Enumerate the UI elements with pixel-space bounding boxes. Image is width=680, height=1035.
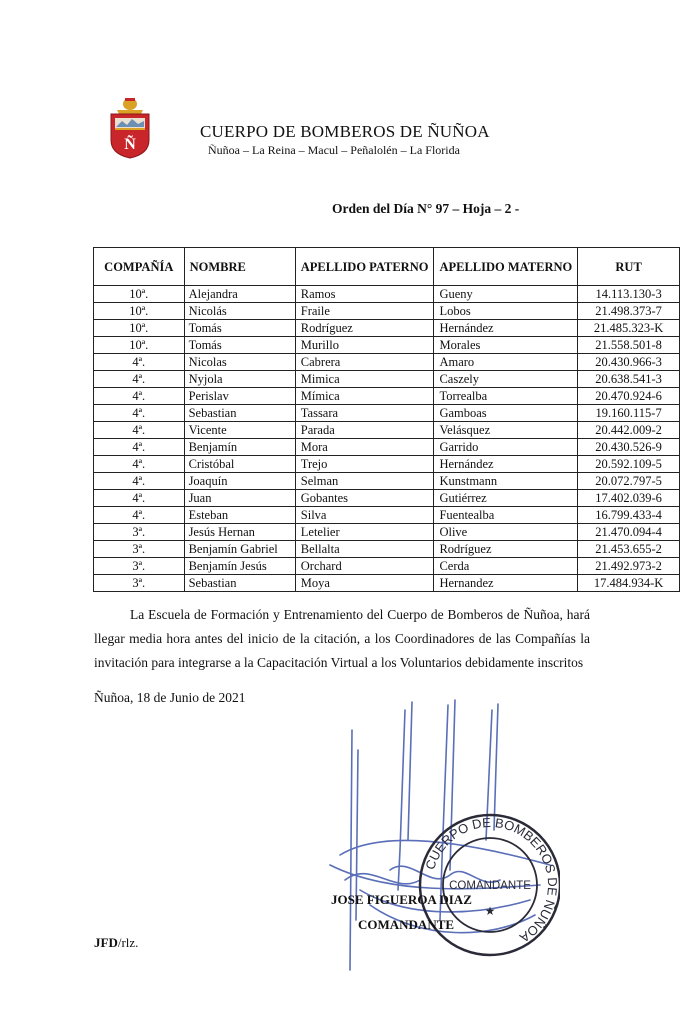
cell-apellido-materno: Caszely: [434, 371, 578, 388]
cell-apellido-paterno: Rodríguez: [295, 320, 434, 337]
table-row: [94, 422, 680, 439]
cell-apellido-paterno: Parada: [295, 422, 434, 439]
table-row: [94, 405, 680, 422]
cell-compania: 10ª.: [94, 337, 185, 354]
cell-apellido-materno: Gutiérrez: [434, 490, 578, 507]
cell-rut: 21.498.373-7: [578, 303, 680, 320]
cell-compania: 4ª.: [94, 371, 185, 388]
table-row: [94, 524, 680, 541]
cell-rut: 20.430.966-3: [578, 354, 680, 371]
cell-compania: 4ª.: [94, 456, 185, 473]
cell-apellido-materno: Fuentealba: [434, 507, 578, 524]
cell-apellido-materno: Hernández: [434, 456, 578, 473]
cell-apellido-paterno: Silva: [295, 507, 434, 524]
cell-rut: 21.453.655-2: [578, 541, 680, 558]
initials-author: JFD: [94, 935, 118, 950]
cell-nombre: Tomás: [184, 320, 295, 337]
cell-nombre: Nicolas: [184, 354, 295, 371]
table-row: [94, 439, 680, 456]
cell-rut: 17.484.934-K: [578, 575, 680, 592]
cell-rut: 21.485.323-K: [578, 320, 680, 337]
cell-rut: 19.160.115-7: [578, 405, 680, 422]
cell-apellido-materno: Velásquez: [434, 422, 578, 439]
table-header-row: [94, 248, 680, 286]
signatory-role: COMANDANTE: [358, 917, 455, 932]
cell-apellido-paterno: Tassara: [295, 405, 434, 422]
cell-compania: 3ª.: [94, 575, 185, 592]
table-row: [94, 320, 680, 337]
cell-apellido-materno: Rodríguez: [434, 541, 578, 558]
cell-compania: 4ª.: [94, 439, 185, 456]
cell-apellido-materno: Gueny: [434, 286, 578, 303]
cell-apellido-materno: Amaro: [434, 354, 578, 371]
cell-nombre: Sebastian: [184, 575, 295, 592]
crest-letter: Ñ: [124, 136, 136, 153]
cell-nombre: Tomás: [184, 337, 295, 354]
cell-rut: 14.113.130-3: [578, 286, 680, 303]
cell-apellido-paterno: Mora: [295, 439, 434, 456]
cell-apellido-paterno: Trejo: [295, 456, 434, 473]
table-row: [94, 303, 680, 320]
table-row: [94, 575, 680, 592]
cell-apellido-paterno: Orchard: [295, 558, 434, 575]
header-rut: RUT: [578, 248, 680, 286]
cell-compania: 10ª.: [94, 303, 185, 320]
cell-apellido-materno: Morales: [434, 337, 578, 354]
cell-compania: 3ª.: [94, 541, 185, 558]
cell-apellido-materno: Garrido: [434, 439, 578, 456]
cell-apellido-materno: Lobos: [434, 303, 578, 320]
cell-compania: 4ª.: [94, 507, 185, 524]
cell-compania: 10ª.: [94, 286, 185, 303]
cell-nombre: Benjamín Jesús: [184, 558, 295, 575]
organization-title: CUERPO DE BOMBEROS DE ÑUÑOA: [200, 122, 490, 141]
cell-apellido-materno: Kunstmann: [434, 473, 578, 490]
cell-rut: 21.492.973-2: [578, 558, 680, 575]
cell-rut: 20.072.797-5: [578, 473, 680, 490]
header-nombre: NOMBRE: [184, 248, 295, 286]
cell-apellido-paterno: Murillo: [295, 337, 434, 354]
cell-nombre: Jesús Hernan: [184, 524, 295, 541]
cell-nombre: Esteban: [184, 507, 295, 524]
cell-compania: 4ª.: [94, 490, 185, 507]
table-row: [94, 456, 680, 473]
organization-subtitle: Ñuñoa – La Reina – Macul – Peñalolén – La Florida: [208, 143, 460, 157]
table-row: [94, 490, 680, 507]
cell-rut: 20.470.924-6: [578, 388, 680, 405]
cell-compania: 4ª.: [94, 405, 185, 422]
cell-nombre: Benjamín Gabriel: [184, 541, 295, 558]
cell-apellido-paterno: Fraile: [295, 303, 434, 320]
cell-apellido-paterno: Gobantes: [295, 490, 434, 507]
header-apellido-materno: APELLIDO MATERNO: [434, 248, 578, 286]
cell-apellido-paterno: Bellalta: [295, 541, 434, 558]
cell-rut: 20.430.526-9: [578, 439, 680, 456]
stamp-center-text: COMANDANTE: [449, 880, 531, 892]
cell-apellido-paterno: Moya: [295, 575, 434, 592]
cell-apellido-paterno: Letelier: [295, 524, 434, 541]
cell-compania: 10ª.: [94, 320, 185, 337]
cell-apellido-paterno: Mimica: [295, 371, 434, 388]
signature-and-stamp: [300, 690, 560, 980]
cell-nombre: Vicente: [184, 422, 295, 439]
header-compania: COMPAÑÍA: [94, 248, 185, 286]
cell-apellido-materno: Olive: [434, 524, 578, 541]
cell-compania: 3ª.: [94, 524, 185, 541]
cell-rut: 17.402.039-6: [578, 490, 680, 507]
table-row: [94, 541, 680, 558]
table-row: [94, 473, 680, 490]
cell-compania: 4ª.: [94, 422, 185, 439]
stamp-star-icon: ★: [484, 904, 496, 918]
table-row: [94, 371, 680, 388]
reference-initials: [94, 935, 138, 951]
cell-apellido-materno: Cerda: [434, 558, 578, 575]
cell-rut: 20.638.541-3: [578, 371, 680, 388]
cell-compania: 4ª.: [94, 473, 185, 490]
volunteer-roster-table: [93, 247, 680, 592]
cell-apellido-paterno: Ramos: [295, 286, 434, 303]
cell-apellido-paterno: Selman: [295, 473, 434, 490]
order-of-the-day-title: Orden del Día N° 97 – Hoja – 2 -: [332, 201, 520, 216]
cell-nombre: Cristóbal: [184, 456, 295, 473]
cell-rut: 20.442.009-2: [578, 422, 680, 439]
cell-compania: 3ª.: [94, 558, 185, 575]
initials-typist: /rlz.: [117, 935, 139, 950]
cell-apellido-materno: Gamboas: [434, 405, 578, 422]
cell-apellido-materno: Hernandez: [434, 575, 578, 592]
body-paragraph: La Escuela de Formación y Entrenamiento del Cuerpo de Bomberos de Ñuñoa, hará llegar media hora antes del inicio de la citación, a los Coordinadores de las Compañías la invitación para integrarse a la Capacitación Virtual a los Voluntarios debidamente inscritos: [94, 607, 590, 670]
table-row: [94, 354, 680, 371]
table-row: [94, 337, 680, 354]
stamp-ring-text: CUERPO DE BOMBEROS DE ÑUÑOA: [422, 814, 560, 946]
fire-department-crest-logo: [107, 96, 153, 160]
cell-nombre: Nyjola: [184, 371, 295, 388]
cell-nombre: Juan: [184, 490, 295, 507]
cell-rut: 21.558.501-8: [578, 337, 680, 354]
cell-nombre: Benjamín: [184, 439, 295, 456]
cell-compania: 4ª.: [94, 388, 185, 405]
table-row: [94, 558, 680, 575]
signatory-name: JOSE FIGUEROA DIAZ: [331, 892, 472, 907]
cell-rut: 21.470.094-4: [578, 524, 680, 541]
table-row: [94, 388, 680, 405]
cell-nombre: Joaquín: [184, 473, 295, 490]
cell-apellido-materno: Torrealba: [434, 388, 578, 405]
cell-nombre: Sebastian: [184, 405, 295, 422]
date-line: Ñuñoa, 18 de Junio de 2021: [94, 690, 246, 705]
cell-rut: 20.592.109-5: [578, 456, 680, 473]
table-row: [94, 507, 680, 524]
cell-nombre: Nicolás: [184, 303, 295, 320]
cell-apellido-paterno: Cabrera: [295, 354, 434, 371]
cell-rut: 16.799.433-4: [578, 507, 680, 524]
cell-apellido-paterno: Mímica: [295, 388, 434, 405]
cell-nombre: Perislav: [184, 388, 295, 405]
header-apellido-paterno: APELLIDO PATERNO: [295, 248, 434, 286]
cell-compania: 4ª.: [94, 354, 185, 371]
cell-apellido-materno: Hernández: [434, 320, 578, 337]
table-row: [94, 286, 680, 303]
cell-nombre: Alejandra: [184, 286, 295, 303]
